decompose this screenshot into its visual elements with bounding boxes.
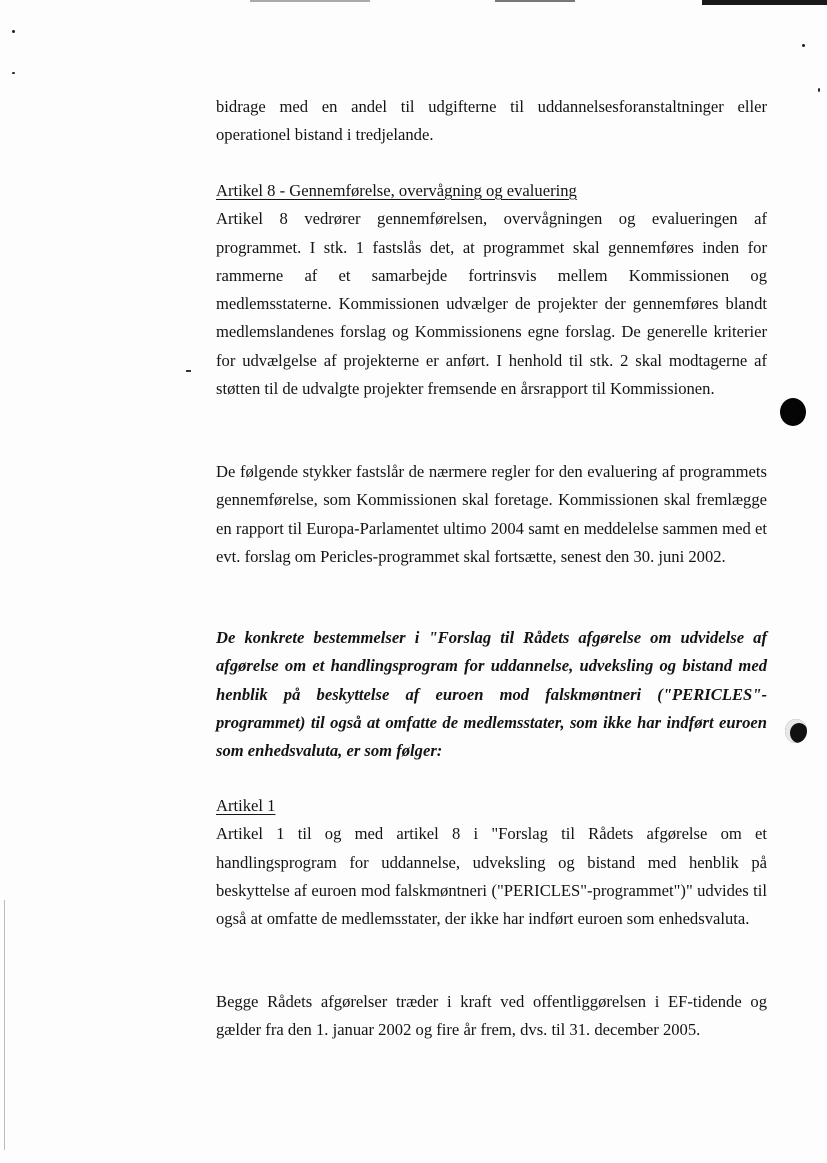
article-8-section (216, 177, 767, 403)
scan-speck (12, 30, 15, 33)
scan-edge-mark (250, 0, 370, 2)
article-1-section (216, 792, 767, 933)
scan-speck (818, 88, 820, 92)
scan-edge-mark (702, 0, 827, 5)
scan-edge-line (4, 900, 5, 1150)
article-1-heading: Artikel 1 (216, 796, 276, 815)
article-8-heading: Artikel 8 - Gennemførelse, overvågning og evaluering (216, 181, 577, 200)
margin-mark (186, 370, 191, 372)
intro-paragraph: bidrage med en andel til udgifterne til uddannelsesforanstaltninger eller operationel bistand i tredjelande. (216, 97, 767, 145)
bold-italic-paragraph: De konkrete bestemmelser i "Forslag til Rådets afgørelse om udvidelse af afgørelse om et handlingsprogram for uddannelse, udveksling og bistand med henblik på beskyttelse af euroen mod falskmøntneri ("PERICLES"-programmet) til også at omfatte de medlemsstater, som ikke har indført euroen som enhedsvaluta, er som følger: (216, 628, 767, 761)
punch-hole (780, 398, 806, 426)
scan-edge-mark (495, 0, 575, 2)
punch-hole (785, 719, 807, 743)
closing-paragraph: Begge Rådets afgørelser træder i kraft ved offentliggørelsen i EF-tidende og gælder fra den 1. januar 2002 og fire år frem, dvs. til 31. december 2005. (216, 992, 767, 1040)
article-8-paragraph-1: Artikel 8 vedrører gennemførelsen, overvågningen og evalueringen af programmet. I stk. 1 fastslås det, at programmet skal gennemføres inden for rammerne af et samarbejde fortrinsvis mellem Kommissionen og medlemsstaterne. Kommissionen udvælger de projekter der gennemføres blandt medlemslandenes forslag og Kommissionens egne forslag. De generelle kriterier for udvælgelse af projekterne er anført. I henhold til stk. 2 skal modtagerne af støtten til de udvalgte projekter fremsende en årsrapport til Kommissionen. (216, 209, 767, 399)
article-1-paragraph: Artikel 1 til og med artikel 8 i "Forslag til Rådets afgørelse om et handlingsprogram for uddannelse, udveksling og bistand med henblik på beskyttelse af euroen mod falskmøntneri ("PERICLES"-programmet")" udvides til også at omfatte de medlemsstater, der ikke har indført euroen som enhedsvaluta. (216, 824, 767, 929)
scan-speck (802, 44, 805, 47)
scan-speck (12, 72, 15, 74)
article-8-paragraph-2: De følgende stykker fastslår de nærmere regler for den evaluering af programmets gennemførelse, som Kommissionen skal foretage. Kommissionen skal fremlægge en rapport til Europa-Parlamentet ultimo 2004 samt en meddelelse sammen med et evt. forslag om Pericles-programmet skal fortsætte, senest den 30. juni 2002. (216, 462, 767, 566)
